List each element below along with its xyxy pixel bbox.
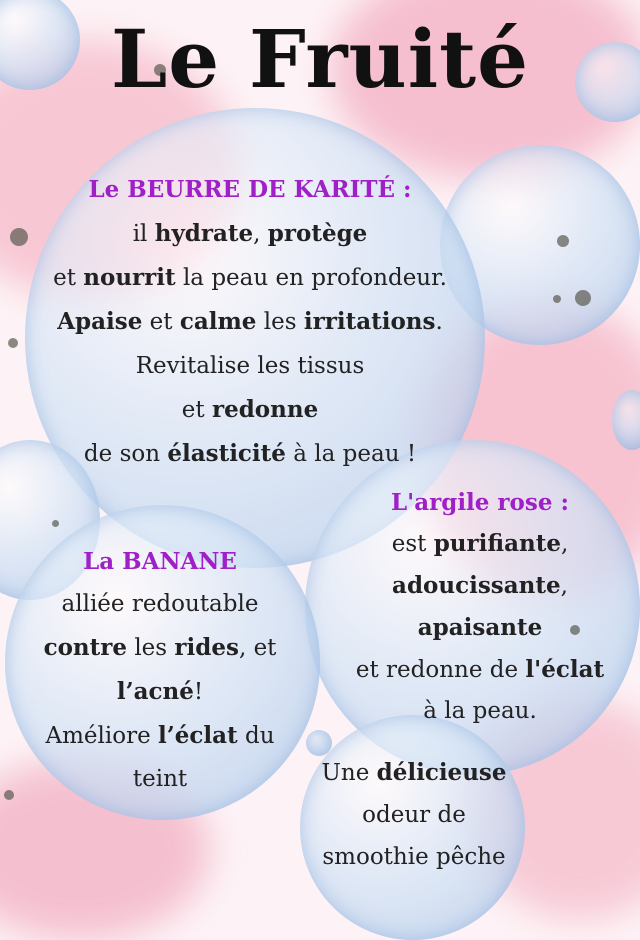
text-bold: l’éclat [158,722,238,749]
text: la peau en profondeur. [175,265,447,291]
banane-heading: La BANANE [83,548,237,575]
ink-speckle [52,520,59,527]
argile-line [330,649,630,691]
karite-line: Revitalise les tissus [135,353,365,379]
text: à la peau ! [285,441,417,467]
text-bold: adoucissante [392,572,561,599]
text: du [237,723,275,749]
text: , et [238,635,277,661]
text: et [181,397,212,423]
text: il [132,221,155,247]
karite-heading: Le BEURRE DE KARITÉ : [88,176,412,203]
page-title: Le Fruité [111,12,529,106]
text-bold: rides [174,634,239,661]
text-bold: protège [267,220,368,247]
text: et [53,265,84,291]
odeur-line: odeur de [362,802,466,828]
banane-line [20,670,300,714]
text: ! [193,679,204,705]
text: Améliore [45,723,158,749]
ink-speckle [553,295,561,303]
odeur-section [298,752,530,878]
text-bold: l'éclat [525,656,605,683]
text-bold: contre [43,634,128,661]
karite-line [10,300,490,344]
text: et [142,309,180,335]
text: de son [83,441,168,467]
argile-section [330,482,630,732]
karite-line [10,212,490,256]
argile-line [330,565,630,607]
banane-line [20,626,300,670]
text-bold: calme [179,308,257,335]
text: . [435,309,443,335]
text: est [391,531,434,557]
ink-speckle [4,790,14,800]
text-bold: Apaise [57,308,143,335]
banane-line: teint [132,766,188,792]
argile-line [330,607,630,649]
text-bold: l’acné [116,678,194,705]
karite-line [10,432,490,476]
ink-speckle [575,290,591,306]
argile-line [330,523,630,565]
text-bold: délicieuse [376,759,507,786]
argile-heading: L'argile rose : [391,489,569,516]
text: , [560,573,568,599]
text: Une [321,760,377,786]
odeur-line: smoothie pêche [322,844,506,870]
text: les [256,309,304,335]
karite-line [10,388,490,432]
ink-speckle [557,235,569,247]
text: , [253,221,268,247]
text-bold: hydrate [154,220,254,247]
text-bold: élasticité [167,440,286,467]
karite-line [10,256,490,300]
text: et redonne de [355,657,526,683]
text-bold: nourrit [83,264,176,291]
text-bold: apaisante [417,614,543,641]
banane-section [20,540,300,801]
text: les [127,635,175,661]
argile-line: à la peau. [423,698,537,724]
text: , [560,531,569,557]
karite-section [10,168,490,476]
banane-line: alliée redoutable [61,591,259,617]
text-bold: redonne [211,396,319,423]
text-bold: irritations [303,308,436,335]
banane-line [20,714,300,758]
text-bold: purifiante [433,530,561,557]
odeur-line [298,752,530,794]
